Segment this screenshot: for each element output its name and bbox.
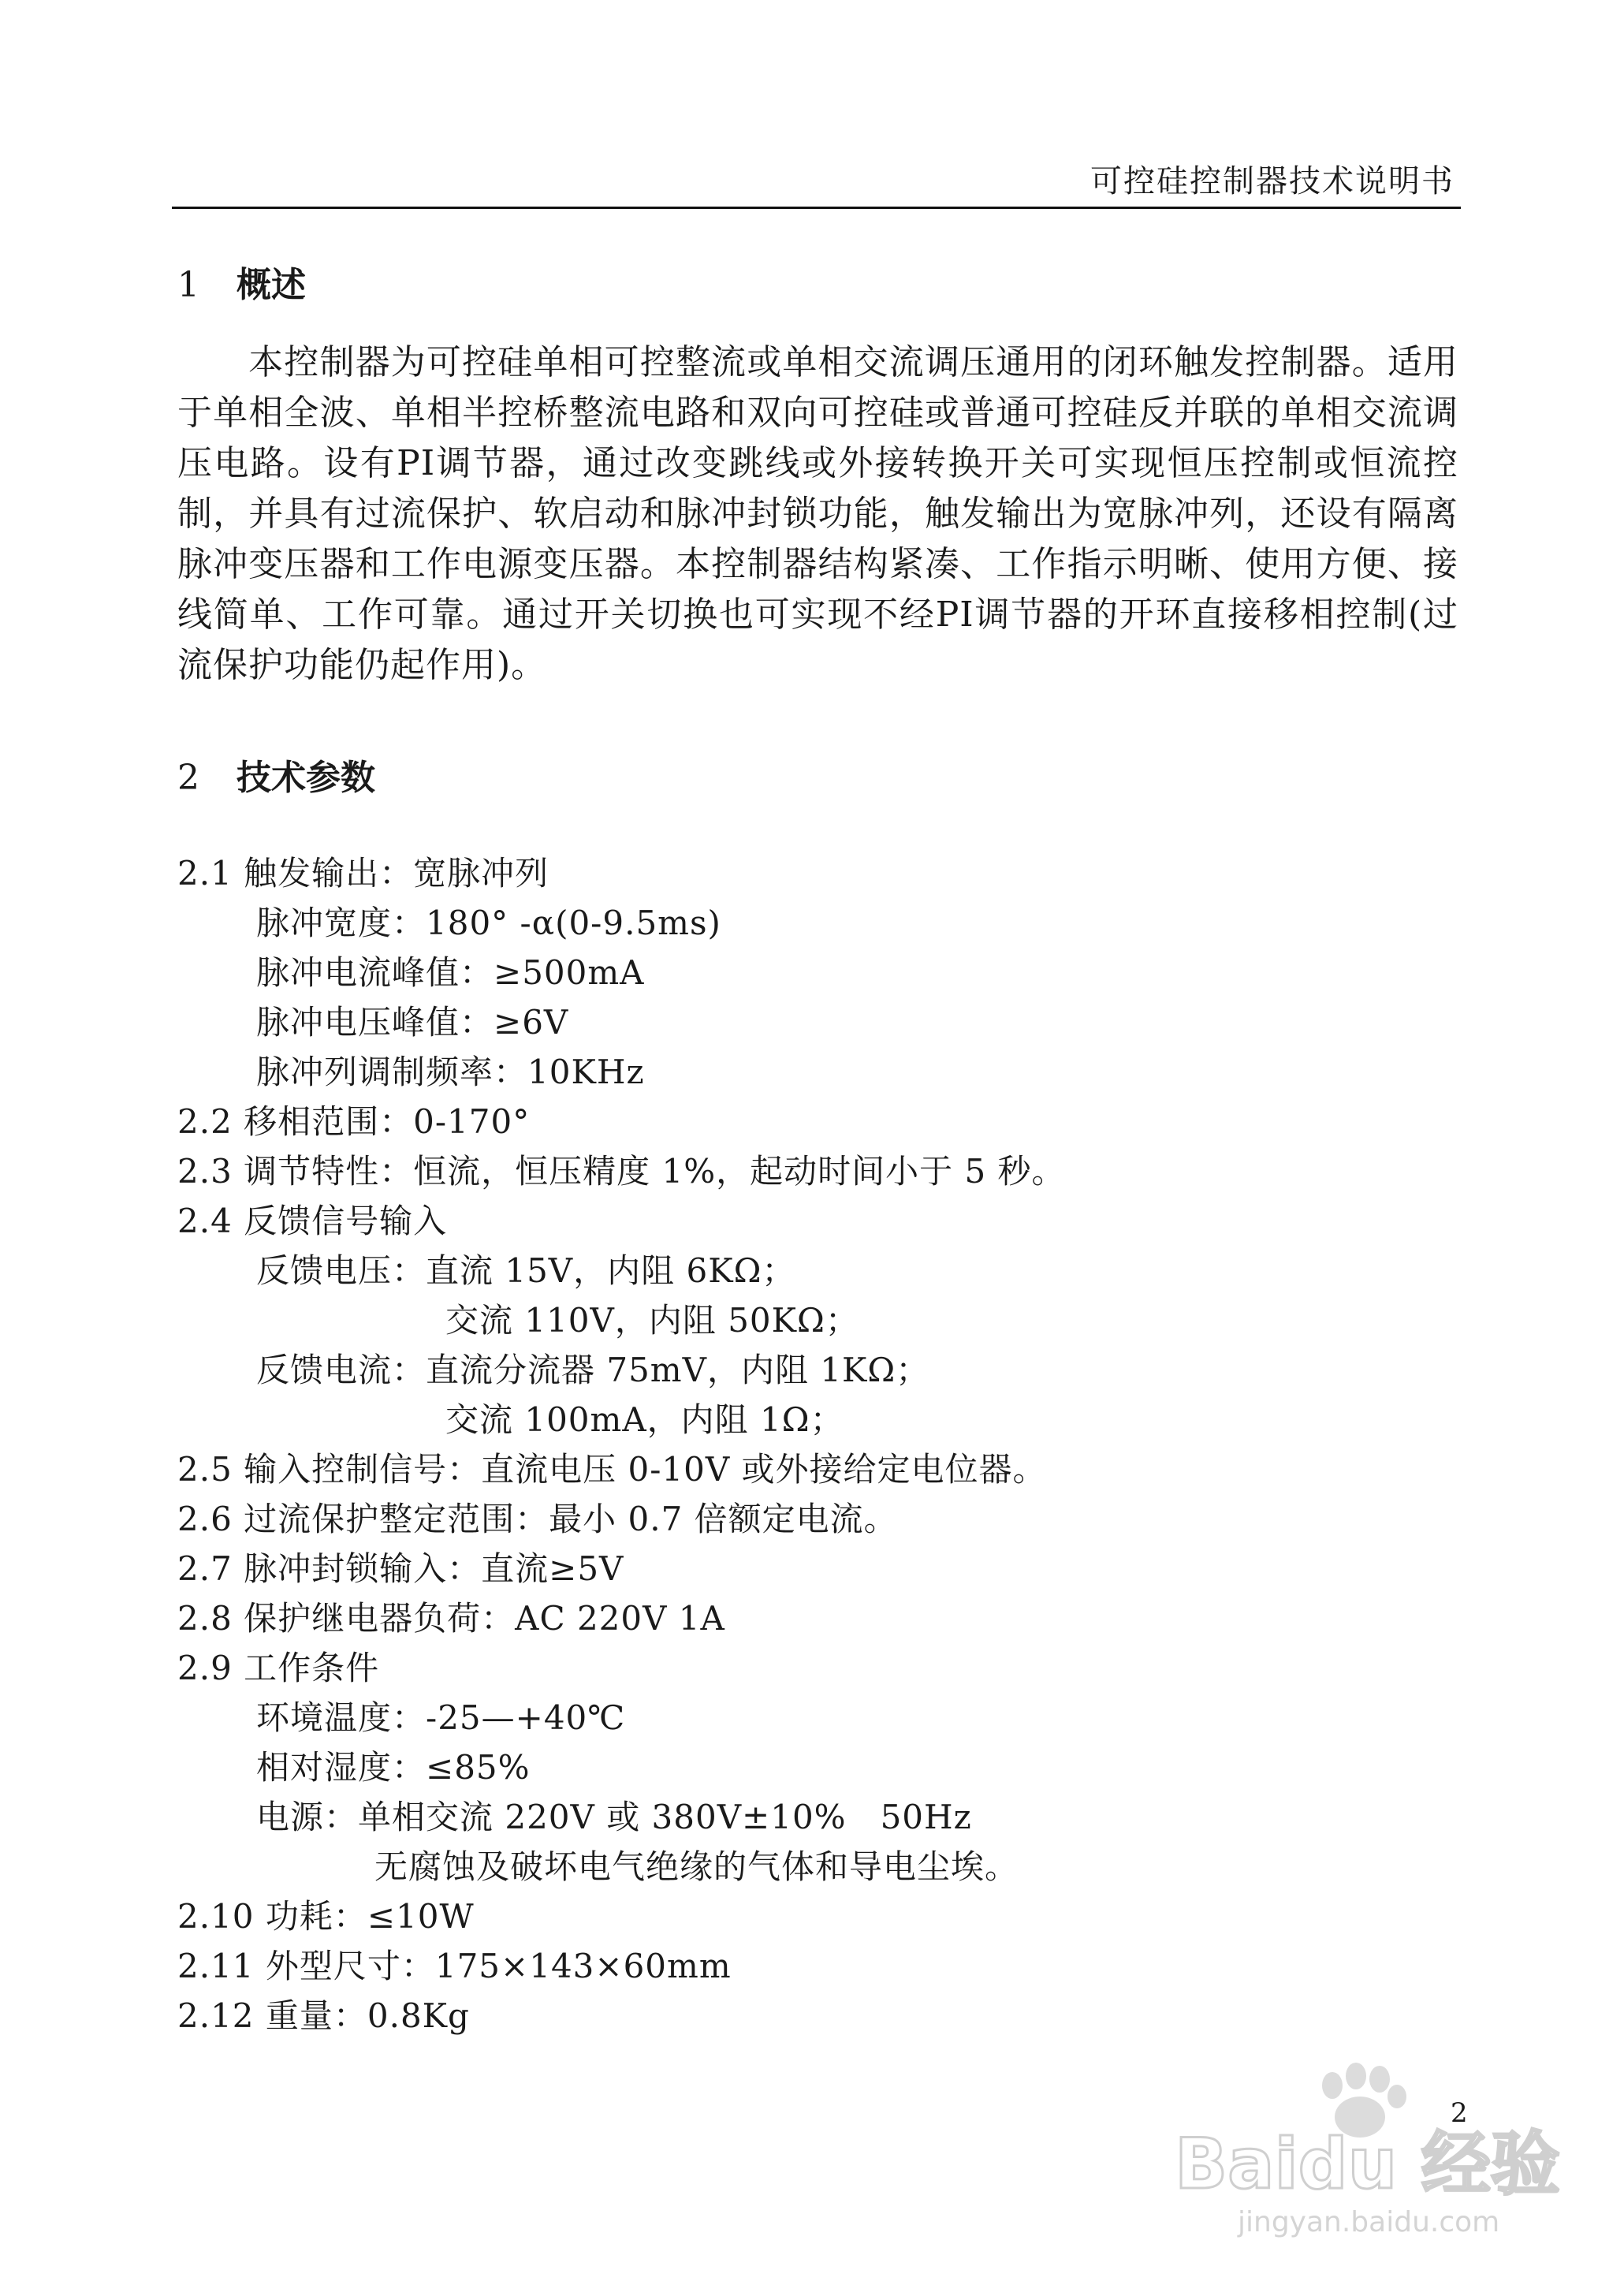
watermark-logo-text: Baidu 经验 (1175, 2123, 1560, 2205)
section-1-paragraph-text: 本控制器为可控硅单相可控整流或单相交流调压通用的闭环触发控制器。适用于单相全波、单相半控桥整流电路和双向可控硅或普通可控硅反并联的单相交流调压电路。设有PI调节器，通过改变跳线或外接转换开关可实现恒压控制或恒流控制，并具有过流保护、软启动和脉冲封锁功能，触发输出为宽脉冲列，还设有隔离脉冲变压器和工作电源变压器。本控制器结构紧凑、工作指示明晰、使用方便、接线简单、工作可靠。通过开关切换也可实现不经PI调节器的开环直接移相控制(过流保护功能仍起作用)。 (177, 342, 1458, 685)
baidu-watermark (1167, 2062, 1561, 2243)
parameter-item: 电源：单相交流 220V 或 380V±10% 50Hz (256, 1798, 972, 1836)
parameter-item: 相对湿度：≤85% (256, 1748, 531, 1787)
section-2-number: 2 (177, 758, 199, 798)
parameter-item: 脉冲列调制频率：10KHz (256, 1053, 645, 1091)
parameter-item: 2.9 工作条件 (177, 1649, 380, 1687)
parameter-item: 2.10 功耗：≤10W (177, 1897, 475, 1936)
parameter-item: 脉冲电流峰值：≥500mA (256, 953, 645, 992)
section-1-paragraph (177, 337, 1458, 691)
parameter-item: 2.12 重量：0.8Kg (177, 1996, 470, 2035)
parameter-item: 交流 110V，内阻 50KΩ； (445, 1301, 859, 1340)
section-1-number: 1 (177, 265, 199, 305)
parameter-item: 脉冲电压峰值：≥6V (256, 1003, 569, 1042)
parameter-item: 2.8 保护继电器负荷：AC 220V 1A (177, 1599, 725, 1638)
section-1-heading (177, 256, 306, 307)
parameter-item: 脉冲宽度：180° -α(0-9.5ms) (256, 904, 721, 942)
watermark-url: jingyan.baidu.com (1238, 2206, 1500, 2238)
section-1-title: 概述 (237, 265, 306, 305)
header-divider (172, 207, 1461, 209)
parameter-item: 反馈电流：直流分流器 75mV，内阻 1KΩ； (256, 1351, 930, 1389)
parameter-item: 2.2 移相范围：0-170° (177, 1102, 531, 1141)
parameter-item: 2.6 过流保护整定范围：最小 0.7 倍额定电流。 (177, 1500, 898, 1538)
parameter-item: 无腐蚀及破坏电气绝缘的气体和导电尘埃。 (374, 1847, 1019, 1886)
section-2-title: 技术参数 (237, 758, 375, 798)
parameter-item: 2.1 触发输出：宽脉冲列 (177, 854, 549, 893)
parameter-item: 2.7 脉冲封锁输入：直流≥5V (177, 1549, 624, 1588)
parameter-item: 2.3 调节特性：恒流，恒压精度 1%，起动时间小于 5 秒。 (177, 1152, 1066, 1191)
parameter-item: 2.11 外型尺寸：175×143×60mm (177, 1947, 732, 1985)
parameter-item: 环境温度：-25—+40℃ (256, 1698, 626, 1737)
parameter-item: 2.4 反馈信号输入 (177, 1202, 448, 1240)
parameter-item: 反馈电压：直流 15V，内阻 6KΩ； (256, 1251, 796, 1290)
parameter-item: 交流 100mA，内阻 1Ω； (445, 1400, 844, 1439)
parameter-list (177, 848, 1066, 2041)
page-number: 2 (1451, 2097, 1468, 2129)
section-2-heading (177, 749, 375, 800)
parameter-item: 2.5 输入控制信号：直流电压 0-10V 或外接给定电位器。 (177, 1450, 1047, 1489)
header-title: 可控硅控制器技术说明书 (1090, 163, 1455, 199)
